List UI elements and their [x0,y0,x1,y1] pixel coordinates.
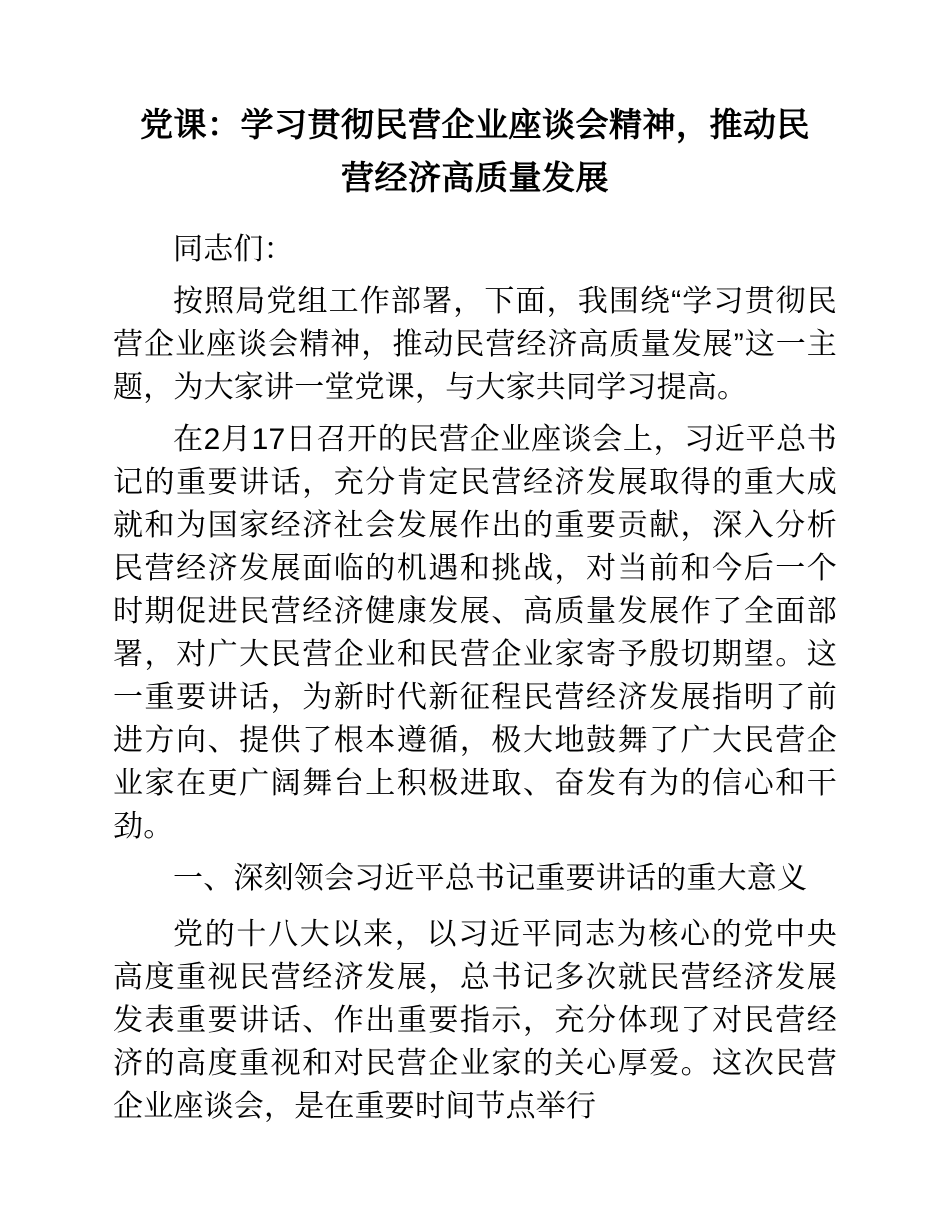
paragraph-intro: 按照局党组工作部署，下面，我围绕“学习贯彻民营企业座谈会精神，推动民营经济高质量发展”这一主题，为大家讲一堂党课，与大家共同学习提高。 [113,285,837,404]
section-heading-1: 一、深刻领会习近平总书记重要讲话的重大意义 [173,862,808,895]
document-title: 党课：学习贯彻民营企业座谈会精神，推动民营经济高质量发展 [140,106,810,196]
paragraph-speech-summary: 在2月17日召开的民营企业座谈会上，习近平总书记的重要讲话，充分肯定民营经济发展取得的重大成就和为国家经济社会发展作出的重要贡献，深入分析民营经济发展面临的机遇和挑战，对当前和今后一个时期促进民营经济健康发展、高质量发展作了全面部署，对广大民营企业和民营企业家寄予殷切期望。这一重要讲话，为新时代新征程民营经济发展指明了前进方向、提供了根本遵循，极大地鼓舞了广大民营企业家在更广阔舞台上积极进取、奋发有为的信心和干劲。 [113,423,837,843]
paragraph-section-1-body: 党的十八大以来，以习近平同志为核心的党中央高度重视民营经济发展，总书记多次就民营经济发展发表重要讲话、作出重要指示，充分体现了对民营经济的高度重视和对民营企业家的关心厚爱。这次民营企业座谈会，是在重要时间节点举行 [113,918,837,1123]
salutation: 同志们： [173,233,294,266]
